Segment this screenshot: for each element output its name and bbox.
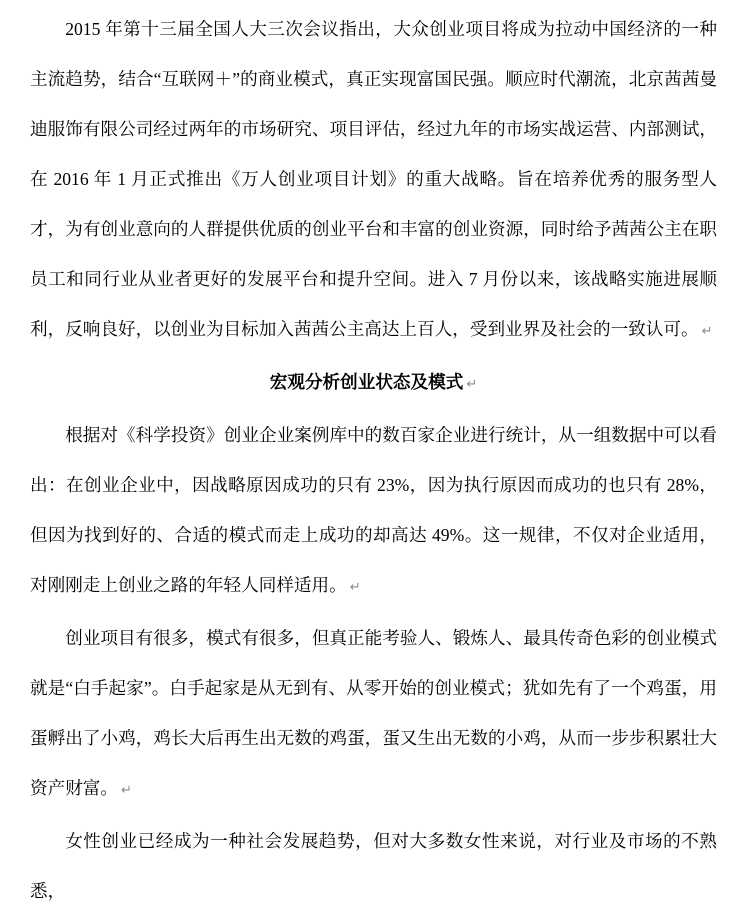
paragraph-text: 根据对《科学投资》创业企业案例库中的数百家企业进行统计，从一组数据中可以看出：在创业企业中，因战略原因成功的只有 23%，因为执行原因而成功的也只有 28%，但因为找到好的、合适的模式而走上成功的却高达 49%。这一规律，不仅对企业适用，对刚刚走上创业之路的年轻人同样适用。 [30,425,717,595]
paragraph-mark-icon: ↵ [466,377,478,392]
section-heading-text: 宏观分析创业状态及模式 [269,372,464,392]
paragraph [30,4,717,357]
paragraph-text: 2015 年第十三届全国人大三次会议指出，大众创业项目将成为拉动中国经济的一种主流趋势，结合“互联网＋”的商业模式，真正实现富国民强。顺应时代潮流，北京茜茜曼迪服饰有限公司经过两年的市场研究、项目评估，经过九年的市场实战运营、内部测试，在 2016 年 1 月正式推出《万人创业项目计划》的重大战略。旨在培养优秀的服务型人才，为有创业意向的人群提供优质的创业平台和丰富的创业资源，同时给予茜茜公主在职员工和同行业从业者更好的发展平台和提升空间。进入 7 月份以来，该战略实施进展顺利，反响良好，以创业为目标加入茜茜公主高达上百人，受到业界及社会的一致认可。 [30,19,717,339]
paragraph-mark-icon: ↵ [120,783,132,798]
paragraph [30,613,717,816]
paragraph-mark-icon: ↵ [701,324,713,339]
paragraph [30,410,717,613]
paragraph [30,816,717,916]
section-heading [30,357,717,410]
paragraph-text: 创业项目有很多，模式有很多，但真正能考验人、锻炼人、最具传奇色彩的创业模式就是“白手起家”。白手起家是从无到有、从零开始的创业模式；犹如先有了一个鸡蛋，用蛋孵出了小鸡，鸡长大后再生出无数的鸡蛋，蛋又生出无数的小鸡，从而一步步积累壮大资产财富。 [30,628,717,798]
paragraph-mark-icon: ↵ [349,580,361,595]
paragraph-text: 女性创业已经成为一种社会发展趋势，但对大多数女性来说，对行业及市场的不熟悉， [30,831,717,901]
